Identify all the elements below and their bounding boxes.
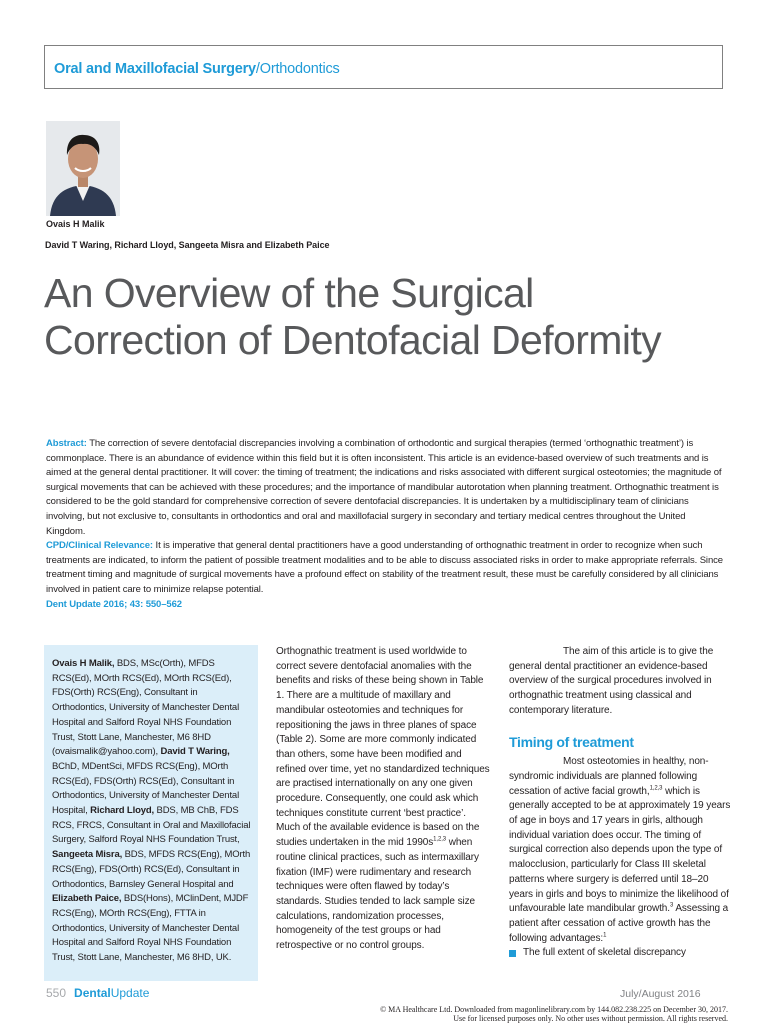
legal-line-1: © MA Healthcare Ltd. Downloaded from magonlinelibrary.com by 144.082.238.225 on December 30, 2017.: [380, 1005, 728, 1014]
cpd-text: It is imperative that general dental practitioners have a good understanding of orthognathic treatment in order to recognize when such treatments are indicated, to inform the patient of possible treatment modalities and to be able to discuss associated risks in order to make appropriate referrals. Since treatment timing and magnitude of surgical movements have a profound effect on stability of the treatment result, these must be carefully considered by all clinicians involved in patient care to minimize relapse potential.: [46, 540, 723, 595]
col3-intro: The aim of this article is to give the general dental practitioner an evidence-based overview of the surgical procedures involved in orthognathic treatment using classical and contemporary literature.: [509, 646, 714, 716]
bullet-item: [509, 946, 731, 961]
issue-date: July/August 2016: [620, 988, 701, 1000]
col3-ref-a: 1,2,3: [649, 785, 663, 792]
cpd-paragraph: [46, 539, 726, 597]
page-number: 550: [46, 986, 67, 1000]
author-list: David T Waring, Richard Lloyd, Sangeeta Misra and Elizabeth Paice: [45, 240, 330, 250]
col3-text-a: Most osteotomies in healthy, non-syndromic individuals are planned following cessation of active facial growth,: [509, 756, 709, 797]
citation: Dent Update 2016; 43: 550–562: [46, 598, 182, 610]
body-column-3: [509, 645, 731, 961]
affil-name-5: Elizabeth Paice,: [52, 893, 122, 905]
bullet-square-icon: [509, 950, 516, 957]
abstract-label: Abstract:: [46, 438, 87, 449]
col3-paragraph: [509, 755, 731, 946]
col3-text-b: which is generally accepted to be at approximately 19 years of age in boys and 17 years in girls, although individual variation does occur. The timing of surgical correction also depends upon the type of malocclusion, particularly for Class III skeletal patterns where surgery is deferred until 18–20 years in girls and boys to minimize the likelihood of unfavourable late mandibular growth.: [509, 785, 731, 915]
affil-text-5: BDS(Hons), MClinDent, MJDF RCS(Eng), MOrth RCS(Eng), FTTA in Orthodontics, University of Manchester Dental Hospital and Salford Royal NHS Foundation Trust, Stott Lane, Manchester, M6 8HD, UK.: [52, 893, 249, 964]
affil-text-2: BChD, MDentSci, MFDS RCS(Eng), MOrth RCS(Ed), FDS(Orth) RCS(Ed), Consultant in Orthodontics, University of Manchester Dental Hospital,: [52, 760, 240, 817]
journal-brand-2: Update: [110, 986, 150, 1000]
section-separator: /: [255, 61, 260, 77]
section-heading: Timing of treatment: [509, 733, 634, 750]
cpd-label: CPD/Clinical Relevance:: [46, 540, 153, 552]
affil-name-3: Richard Lloyd,: [90, 805, 155, 817]
legal-notice: [248, 1005, 728, 1023]
col3-ref-c: 1: [603, 932, 607, 939]
col2-ref: 1,2,3: [433, 836, 447, 843]
col3-text-c: Assessing a patient after cessation of active growth has the following advantages:: [509, 903, 729, 944]
affiliations-box: [44, 645, 258, 981]
abstract: [46, 437, 726, 612]
col3-ref-b: 3: [669, 902, 674, 909]
affil-name-4: Sangeeta Misra,: [52, 849, 123, 861]
section-header-bar: [44, 45, 723, 89]
affil-name-1: Ovais H Malik,: [52, 658, 115, 669]
affil-text-4: BDS, MFDS RCS(Eng), MOrth RCS(Eng), FDS(Orth) RCS(Ed), Consultant in Orthodontics, Barnsley General Hospital and: [52, 849, 251, 890]
col2-text-a: Orthognathic treatment is used worldwide to correct severe dentofacial anomalies with the benefits and risks of these being shown in Table 1. There are a multitude of maxillary and mandibular osteotomies and techniques for repositioning the jaws in three planes of space (Table 2). Some are more commonly indicated than others, some have been modified and refined over time, yet no standardized techniques are practised internationally on any one given procedure. Consequently, one could ask which techniques constitute current ‘best practice’. Much of the available evidence is based on the studies undertaken in the mid 1990s: [276, 646, 490, 849]
bullet-text: The full extent of skeletal discrepancy: [523, 947, 686, 959]
col2-paragraph: [276, 645, 492, 954]
affil-text-1: BDS, MSc(Orth), MFDS RCS(Ed), MOrth RCS(Ed), MOrth RCS(Ed), FDS(Orth) RCS(Eng), Consultant in Orthodontics, University of Manchester Dental Hospital and Salford Royal NHS Foundation Trust, Stott Lane, Manchester, M6 8HD (ovaismalik@yahoo.com),: [52, 658, 240, 758]
affil-text-3: BDS, MB ChB, FDS RCS, FRCS, Consultant in Oral and Maxillofacial Surgery, Salford Royal NHS Foundation Trust,: [52, 805, 251, 846]
abstract-paragraph: [46, 437, 726, 539]
abstract-text: The correction of severe dentofacial discrepancies involving a combination of orthodontic and surgical therapies (termed ‘orthognathic treatment’) is commonplace. There is an abundance of evidence within this field but it is often inconsistent. This article is an evidence-based overview of such treatments and is aimed at the general dental practitioner. It will cover: the timing of treatment; the indications and risks associated with different surgical osteotomies; the magnitude of surgical movements that can be achieved with these procedures; and the importance of mandibular autorotation when planning treatment. Orthognathic treatment is considered to be the gold standard for comprehensive correction of severe dentofacial discrepancies. It is undertaken by a multidisciplinary team of clinicians involving, but not exclusive to, consultants in orthodontics and oral and maxillofacial surgery in secondary and tertiary medical centres throughout the United Kingdom.: [46, 438, 722, 537]
footer-left: [46, 986, 149, 1000]
photo-caption: Ovais H Malik: [46, 219, 105, 229]
article-title: An Overview of the Surgical Correction of Dentofacial Deformity: [44, 270, 662, 363]
affil-name-2: David T Waring,: [160, 746, 230, 758]
col2-text-b: when routine clinical practices, such as intermaxillary fixation (IMF) were rudimentary and research techniques were often flawed by today’s standards. Studies tended to lack sample size calculations, randomization processes, homogeneity of the test groups or had retrospective or no control groups.: [276, 837, 479, 952]
legal-line-2: Use for licensed purposes only. No other uses without permission. All rights reserved.: [453, 1014, 728, 1023]
journal-brand-1: Dental: [74, 986, 111, 1000]
body-column-2: [276, 645, 492, 954]
section-secondary: Orthodontics: [259, 61, 340, 77]
section-primary: Oral and Maxillofacial Surgery: [54, 61, 256, 77]
author-photo: [46, 121, 120, 216]
